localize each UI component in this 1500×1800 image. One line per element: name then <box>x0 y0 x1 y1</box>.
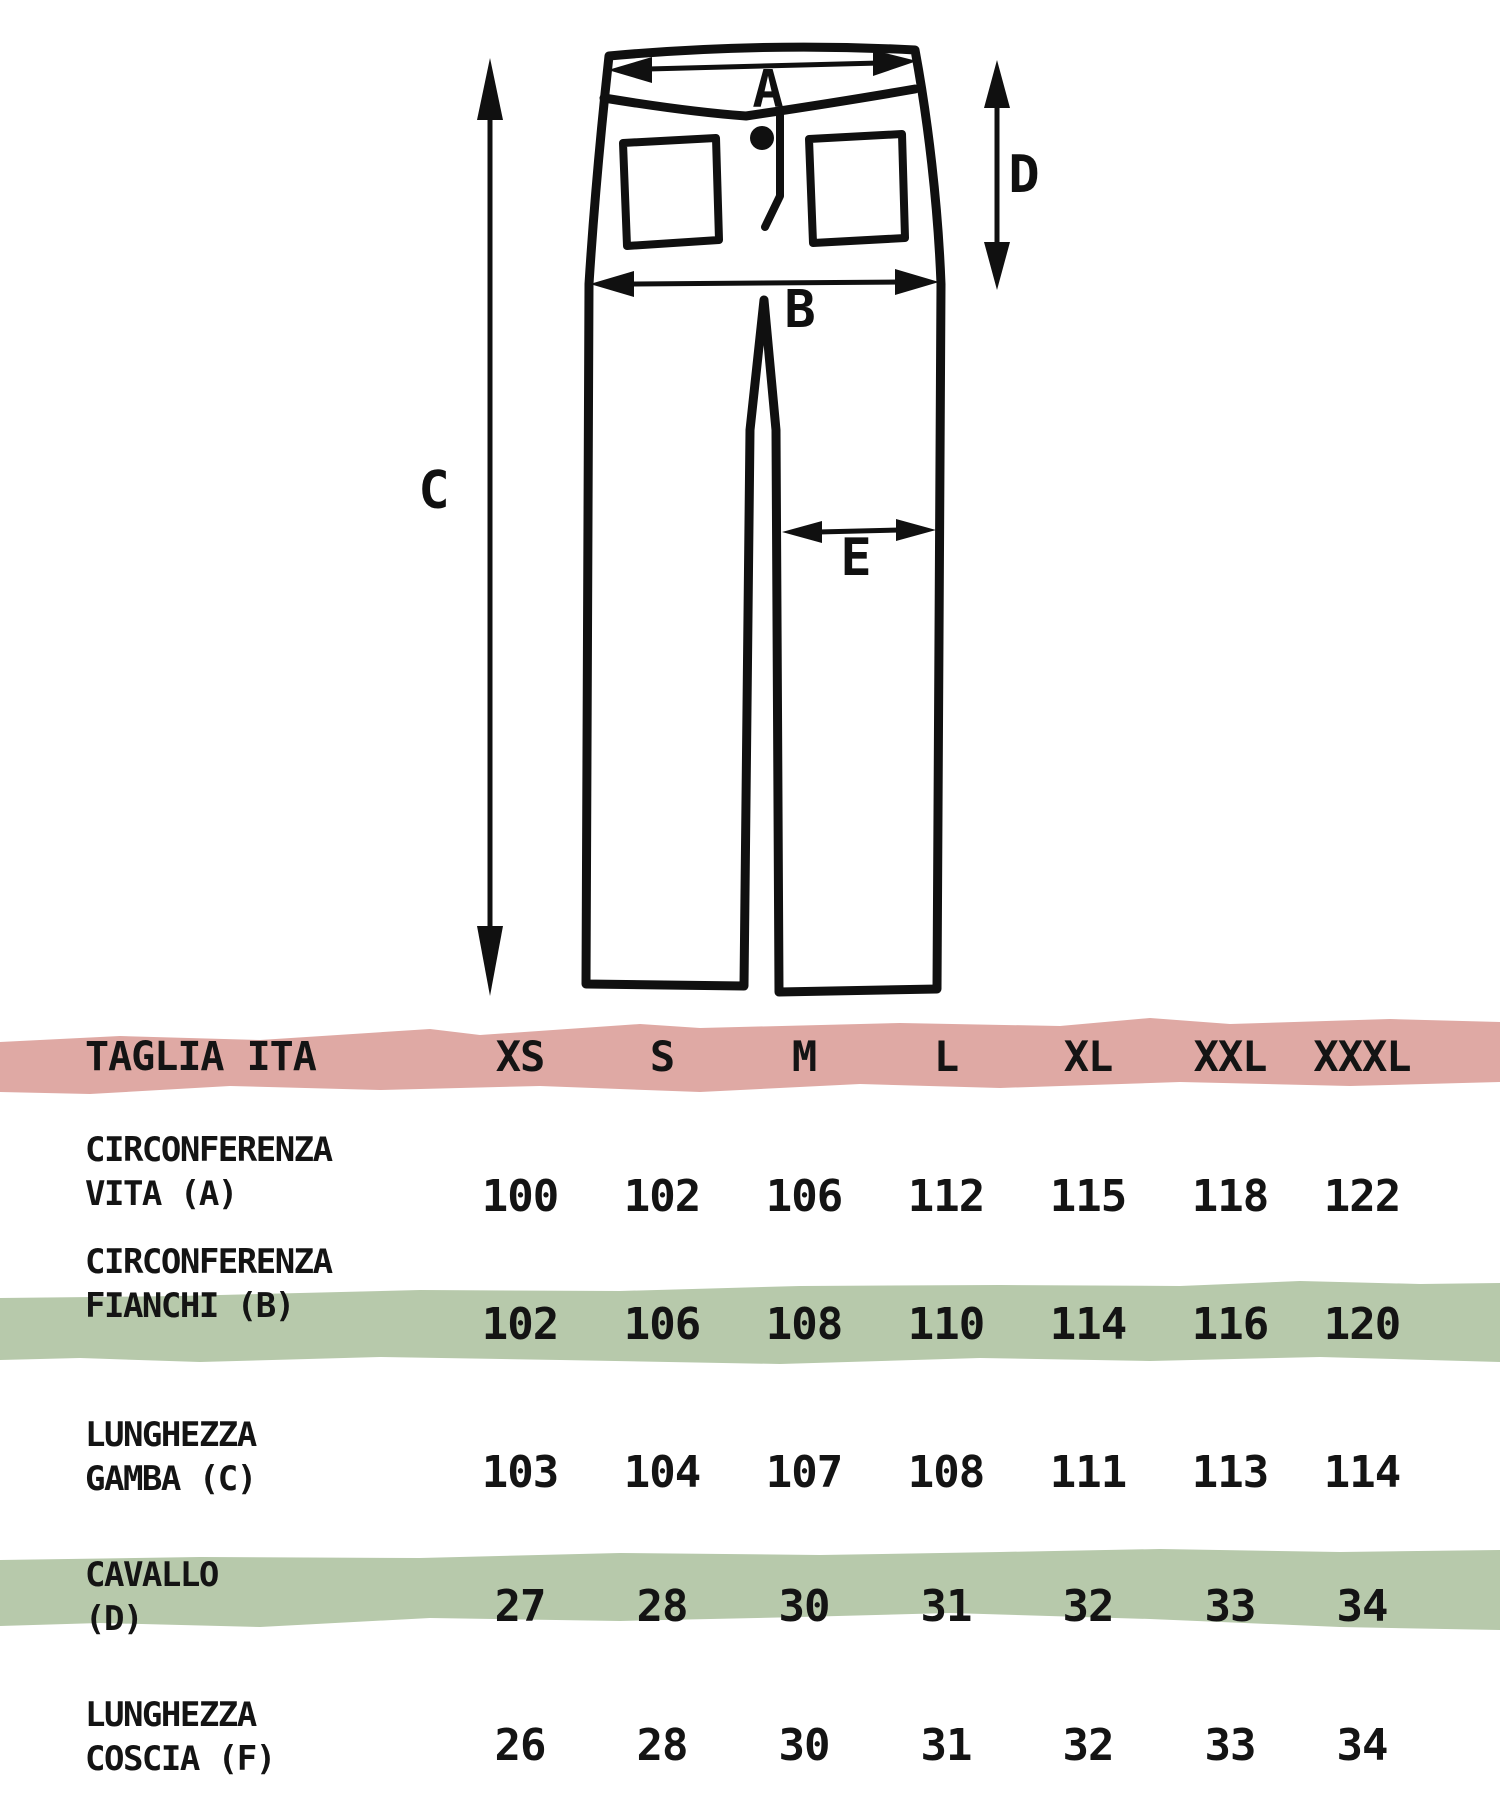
button <box>750 126 774 150</box>
label-c: C <box>418 461 450 521</box>
row-label-line2: GAMBA (C) <box>85 1459 256 1499</box>
cell-gamba-l: 108 <box>907 1447 985 1498</box>
size-header-l: L <box>933 1032 959 1081</box>
cell-gamba-xs: 103 <box>481 1447 559 1498</box>
cell-fianchi-xl: 114 <box>1049 1299 1127 1350</box>
cell-coscia-m: 30 <box>778 1720 830 1771</box>
cell-cavallo-m: 30 <box>778 1581 830 1632</box>
cell-vita-s: 102 <box>623 1171 701 1222</box>
cell-fianchi-xs: 102 <box>481 1299 559 1350</box>
cell-coscia-l: 31 <box>920 1720 972 1771</box>
row-label-line2: FIANCHI (B) <box>85 1286 294 1326</box>
row-label-vita <box>85 1128 332 1216</box>
cell-cavallo-xl: 32 <box>1062 1581 1114 1632</box>
cell-vita-xs: 100 <box>481 1171 559 1222</box>
row-label-fianchi <box>85 1240 332 1328</box>
cell-gamba-xxl: 113 <box>1191 1447 1269 1498</box>
row-label-gamba <box>85 1413 256 1501</box>
cell-coscia-xl: 32 <box>1062 1720 1114 1771</box>
label-e: E <box>840 528 872 588</box>
cell-gamba-xxxl: 114 <box>1323 1447 1401 1498</box>
row-label-line1: LUNGHEZZA <box>85 1415 256 1455</box>
row-label-line2: COSCIA (F) <box>85 1739 275 1779</box>
cell-gamba-s: 104 <box>623 1447 701 1498</box>
cell-cavallo-xxxl: 34 <box>1336 1581 1388 1632</box>
cell-coscia-s: 28 <box>636 1720 688 1771</box>
label-a: A <box>752 60 784 120</box>
size-header-m: M <box>791 1032 817 1081</box>
size-header-xl: XL <box>1063 1032 1113 1081</box>
cell-cavallo-xxl: 33 <box>1204 1581 1256 1632</box>
cell-coscia-xxxl: 34 <box>1336 1720 1388 1771</box>
size-header-xs: XS <box>495 1032 545 1081</box>
cell-fianchi-s: 106 <box>623 1299 701 1350</box>
cell-vita-m: 106 <box>765 1171 843 1222</box>
table-header-label: TAGLIA ITA <box>85 1034 316 1080</box>
row-label-line1: CAVALLO <box>85 1555 218 1595</box>
label-d: D <box>1008 145 1040 205</box>
cell-cavallo-l: 31 <box>920 1581 972 1632</box>
cell-vita-xxxl: 122 <box>1323 1171 1401 1222</box>
size-header-s: S <box>649 1032 675 1081</box>
cell-cavallo-xs: 27 <box>494 1581 546 1632</box>
cell-gamba-xl: 111 <box>1049 1447 1127 1498</box>
row-label-line2: VITA (A) <box>85 1174 237 1214</box>
row-label-line2: (D) <box>85 1599 142 1639</box>
cell-vita-xl: 115 <box>1049 1171 1127 1222</box>
cell-fianchi-m: 108 <box>765 1299 843 1350</box>
size-header-xxxl: XXXL <box>1313 1032 1411 1081</box>
cell-gamba-m: 107 <box>765 1447 843 1498</box>
cell-vita-xxl: 118 <box>1191 1171 1269 1222</box>
row-label-line1: LUNGHEZZA <box>85 1695 256 1735</box>
measure-arrow-b <box>628 282 902 284</box>
row-label-coscia <box>85 1693 275 1781</box>
cell-cavallo-s: 28 <box>636 1581 688 1632</box>
cell-fianchi-xxl: 116 <box>1191 1299 1269 1350</box>
cell-fianchi-l: 110 <box>907 1299 985 1350</box>
row-label-line1: CIRCONFERENZA <box>85 1130 332 1170</box>
cell-coscia-xxl: 33 <box>1204 1720 1256 1771</box>
pants-outline <box>586 47 941 992</box>
cell-coscia-xs: 26 <box>494 1720 546 1771</box>
cell-vita-l: 112 <box>907 1171 985 1222</box>
row-label-cavallo <box>85 1553 218 1641</box>
cell-fianchi-xxxl: 120 <box>1323 1299 1401 1350</box>
row-label-line1: CIRCONFERENZA <box>85 1242 332 1282</box>
size-header-xxl: XXL <box>1193 1032 1267 1081</box>
label-b: B <box>784 280 816 340</box>
